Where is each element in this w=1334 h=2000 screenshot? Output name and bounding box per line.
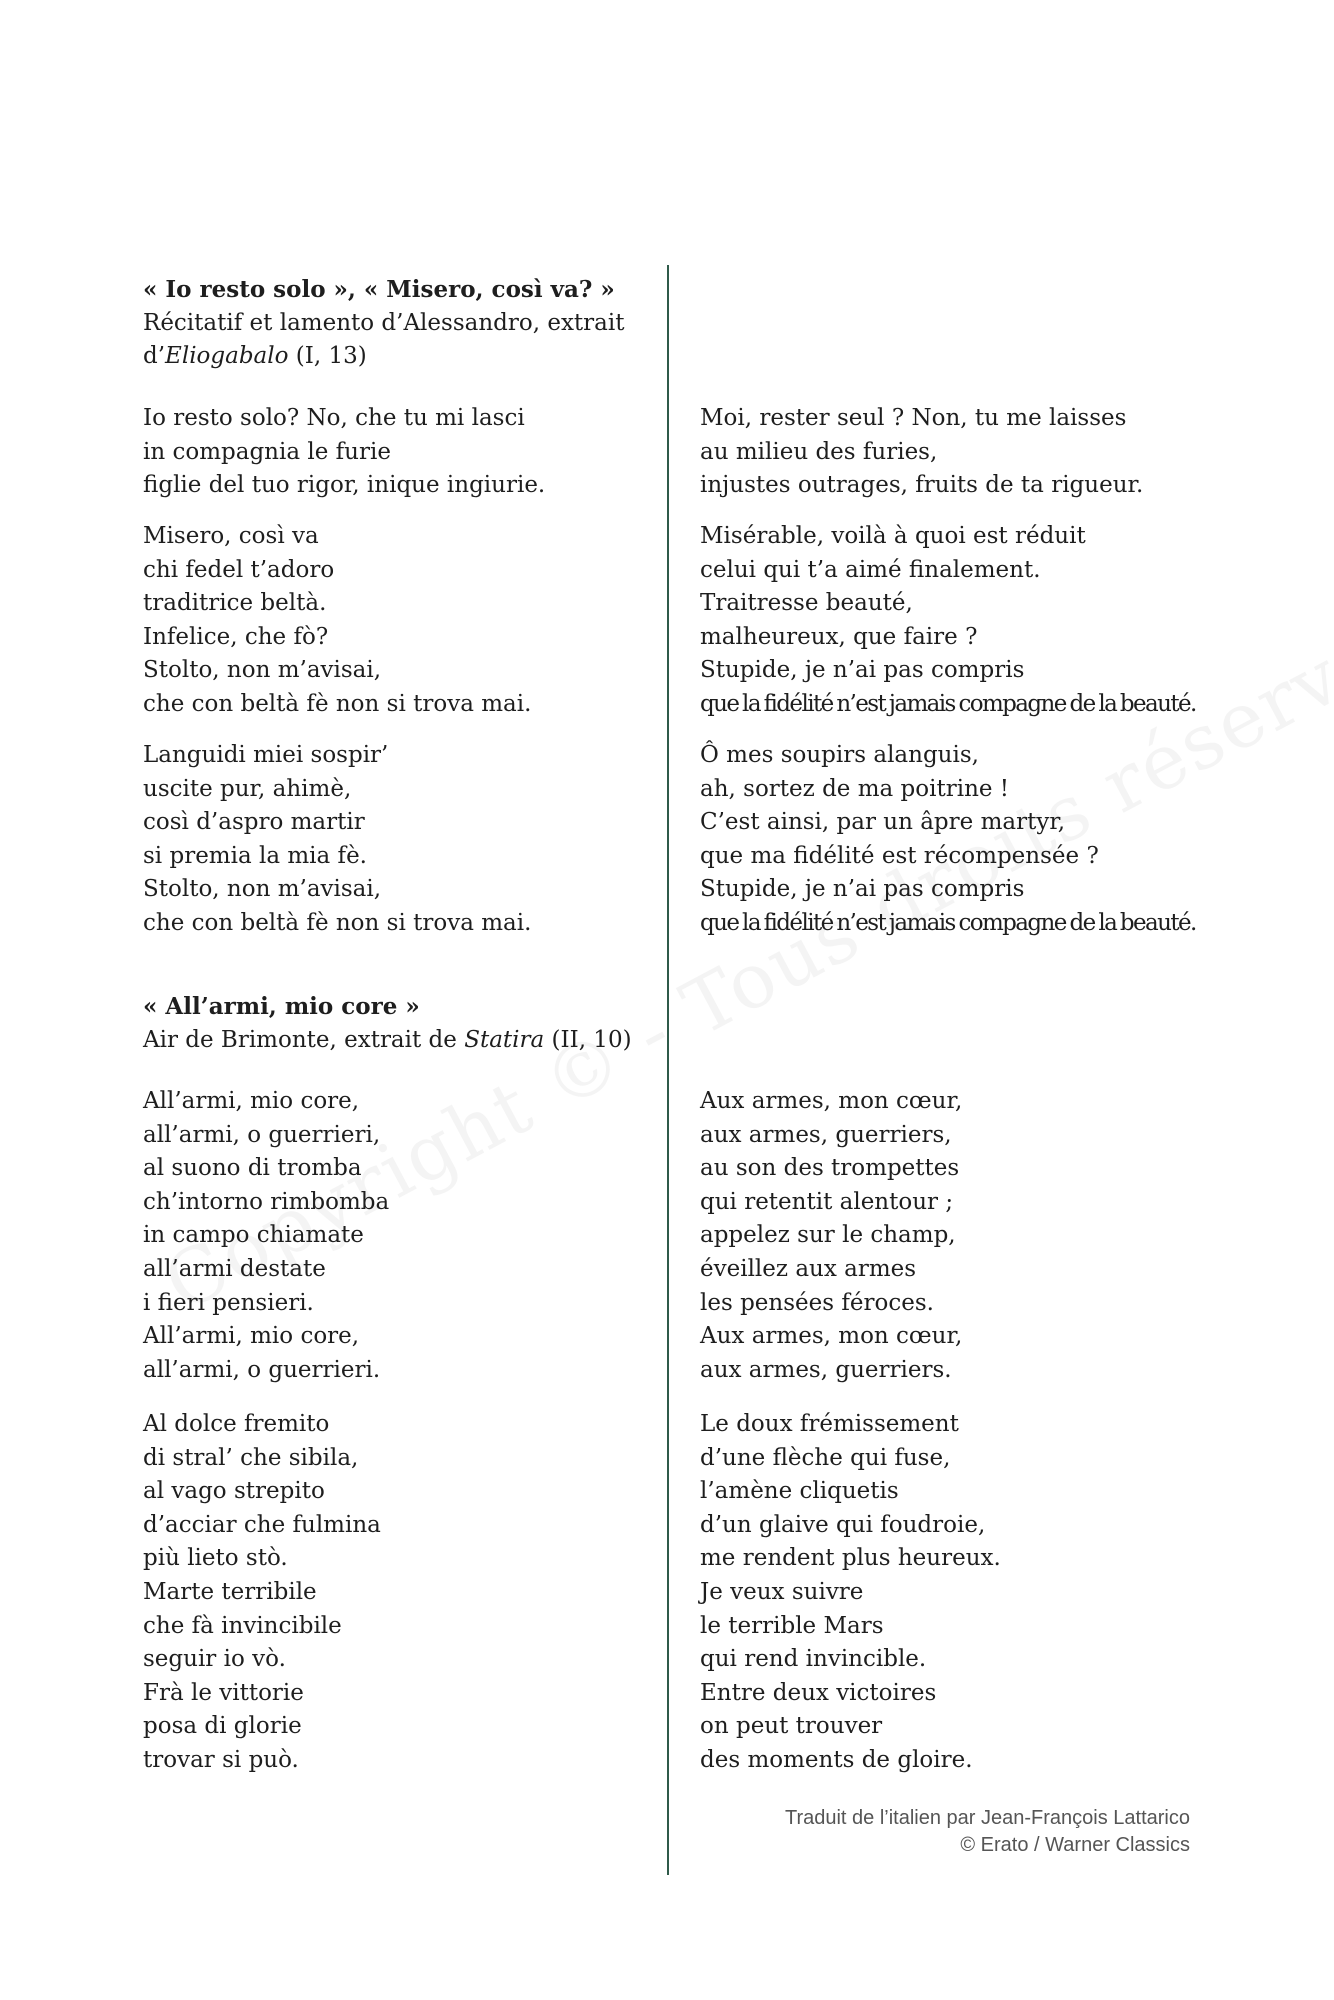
verse-line: aux armes, guerriers. [700,1356,952,1383]
section1-subtitle-line1: Récitatif et lamento d’Alessandro, extrait [143,309,625,336]
s1-it-stanza-3 [143,739,531,941]
work-title: Statira [464,1026,545,1053]
verse-line: Frà le vittorie [143,1679,304,1706]
verse-line: all’armi, o guerrieri, [143,1121,381,1148]
s1-fr-stanza-3 [700,739,1196,941]
verse-line: Aux armes, mon cœur, [700,1088,963,1114]
verse-line: Io resto solo? No, che tu mi lasci [143,405,525,431]
s2-fr-stanza-1 [700,1085,962,1387]
verse-line: Moi, rester seul ? Non, tu me laisses [700,405,1127,431]
verse-line: Entre deux victoires [700,1679,937,1706]
verse-line: all’armi destate [143,1255,326,1282]
verse-line: que la fidélité n’est jamais compagne de la beauté. [700,690,1196,717]
verse-line: Misérable, voilà à quoi est réduit [700,523,1086,549]
verse-line: le terrible Mars [700,1612,884,1639]
verse-line: celui qui t’a aimé finalement. [700,556,1041,583]
copyright-credit: © Erato / Warner Classics [960,1834,1190,1856]
s2-fr-stanza-2 [700,1408,1001,1778]
verse-line: Traitresse beauté, [700,590,913,617]
verse-line: Aux armes, mon cœur, [700,1323,963,1350]
verse-line: più lieto stò. [143,1545,288,1572]
section2-title: « All’armi, mio core » [143,993,420,1020]
verse-line: me rendent plus heureux. [700,1545,1001,1572]
verse-line: All’armi, mio core, [143,1088,360,1114]
verse-line: al vago strepito [143,1478,325,1505]
s2-it-stanza-2 [143,1408,381,1778]
verse-line: qui rend invincible. [700,1646,927,1673]
verse-line: C’est ainsi, par un âpre martyr, [700,809,1066,836]
verse-line: uscite pur, ahimè, [143,775,352,802]
verse-line: aux armes, guerriers, [700,1121,952,1148]
verse-line: des moments de gloire. [700,1746,973,1773]
section1-subtitle-line2 [143,340,624,374]
verse-line: che fà invincibile [143,1612,342,1639]
section2-heading [143,990,632,1057]
verse-line: que la fidélité n’est jamais compagne de la beauté. [700,909,1196,936]
s1-it-stanza-2 [143,520,531,722]
translator-credit: Traduit de l’italien par Jean-François Lattarico [784,1807,1190,1829]
subtitle-prefix: d’ [143,343,166,370]
verse-line: Al dolce fremito [143,1411,330,1437]
verse-line: All’armi, mio core, [143,1323,360,1350]
subtitle-suffix: (I, 13) [288,343,367,370]
verse-line: traditrice beltà. [143,590,327,617]
subtitle-prefix: Air de Brimonte, extrait de [143,1026,465,1053]
verse-line: figlie del tuo rigor, inique ingiurie. [143,472,546,499]
verse-line: che con beltà fè non si trova mai. [143,909,532,936]
verse-line: que ma fidélité est récompensée ? [700,842,1099,869]
verse-line: Le doux frémissement [700,1411,959,1437]
verse-line: Misero, così va [143,523,319,549]
verse-line: Infelice, che fò? [143,623,329,650]
subtitle-suffix: (II, 10) [544,1026,632,1053]
verse-line: Je veux suivre [700,1578,864,1605]
verse-line: in compagnia le furie [143,438,391,465]
verse-line: si premia la mia fè. [143,842,367,869]
work-title: Eliogabalo [165,343,289,370]
section2-subtitle [143,1024,632,1058]
verse-line: all’armi, o guerrieri. [143,1356,381,1383]
verse-line: qui retentit alentour ; [700,1188,954,1215]
verse-line: di stral’ che sibila, [143,1444,359,1471]
column-divider [667,265,669,1875]
verse-line: seguir io vò. [143,1646,286,1673]
verse-line: d’une flèche qui fuse, [700,1444,951,1471]
verse-line: che con beltà fè non si trova mai. [143,690,532,717]
verse-line: au son des trompettes [700,1155,960,1182]
section1-heading [143,273,624,374]
verse-line: trovar si può. [143,1746,299,1773]
verse-line: ah, sortez de ma poitrine ! [700,775,1010,802]
s1-it-stanza-1 [143,402,545,503]
verse-line: i fieri pensieri. [143,1289,314,1316]
verse-line: l’amène cliquetis [700,1478,899,1505]
s2-it-stanza-1 [143,1085,389,1387]
translation-credits [785,1805,1190,1859]
verse-line: on peut trouver [700,1713,883,1740]
verse-line: così d’aspro martir [143,809,365,836]
verse-line: éveillez aux armes [700,1255,917,1282]
verse-line: Marte terribile [143,1578,317,1605]
verse-line: Ô mes soupirs alanguis, [700,742,979,768]
verse-line: malheureux, que faire ? [700,623,978,650]
verse-line: Stolto, non m’avisai, [143,876,382,903]
s1-fr-stanza-1 [700,402,1143,503]
verse-line: Stupide, je n’ai pas compris [700,876,1025,903]
verse-line: chi fedel t’adoro [143,556,335,583]
verse-line: au milieu des furies, [700,438,938,465]
verse-line: al suono di tromba [143,1155,362,1182]
verse-line: les pensées féroces. [700,1289,934,1316]
verse-line: Languidi miei sospir’ [143,742,389,768]
verse-line: in campo chiamate [143,1222,364,1249]
verse-line: injustes outrages, fruits de ta rigueur. [700,472,1144,499]
verse-line: d’un glaive qui foudroie, [700,1511,986,1538]
verse-line: Stupide, je n’ai pas compris [700,657,1025,684]
verse-line: appelez sur le champ, [700,1222,956,1249]
verse-line: d’acciar che fulmina [143,1511,381,1538]
verse-line: ch’intorno rimbomba [143,1188,390,1215]
section1-title: « Io resto solo », « Misero, così va? » [143,276,615,303]
verse-line: Stolto, non m’avisai, [143,657,382,684]
verse-line: posa di glorie [143,1713,302,1740]
s1-fr-stanza-2 [700,520,1196,722]
